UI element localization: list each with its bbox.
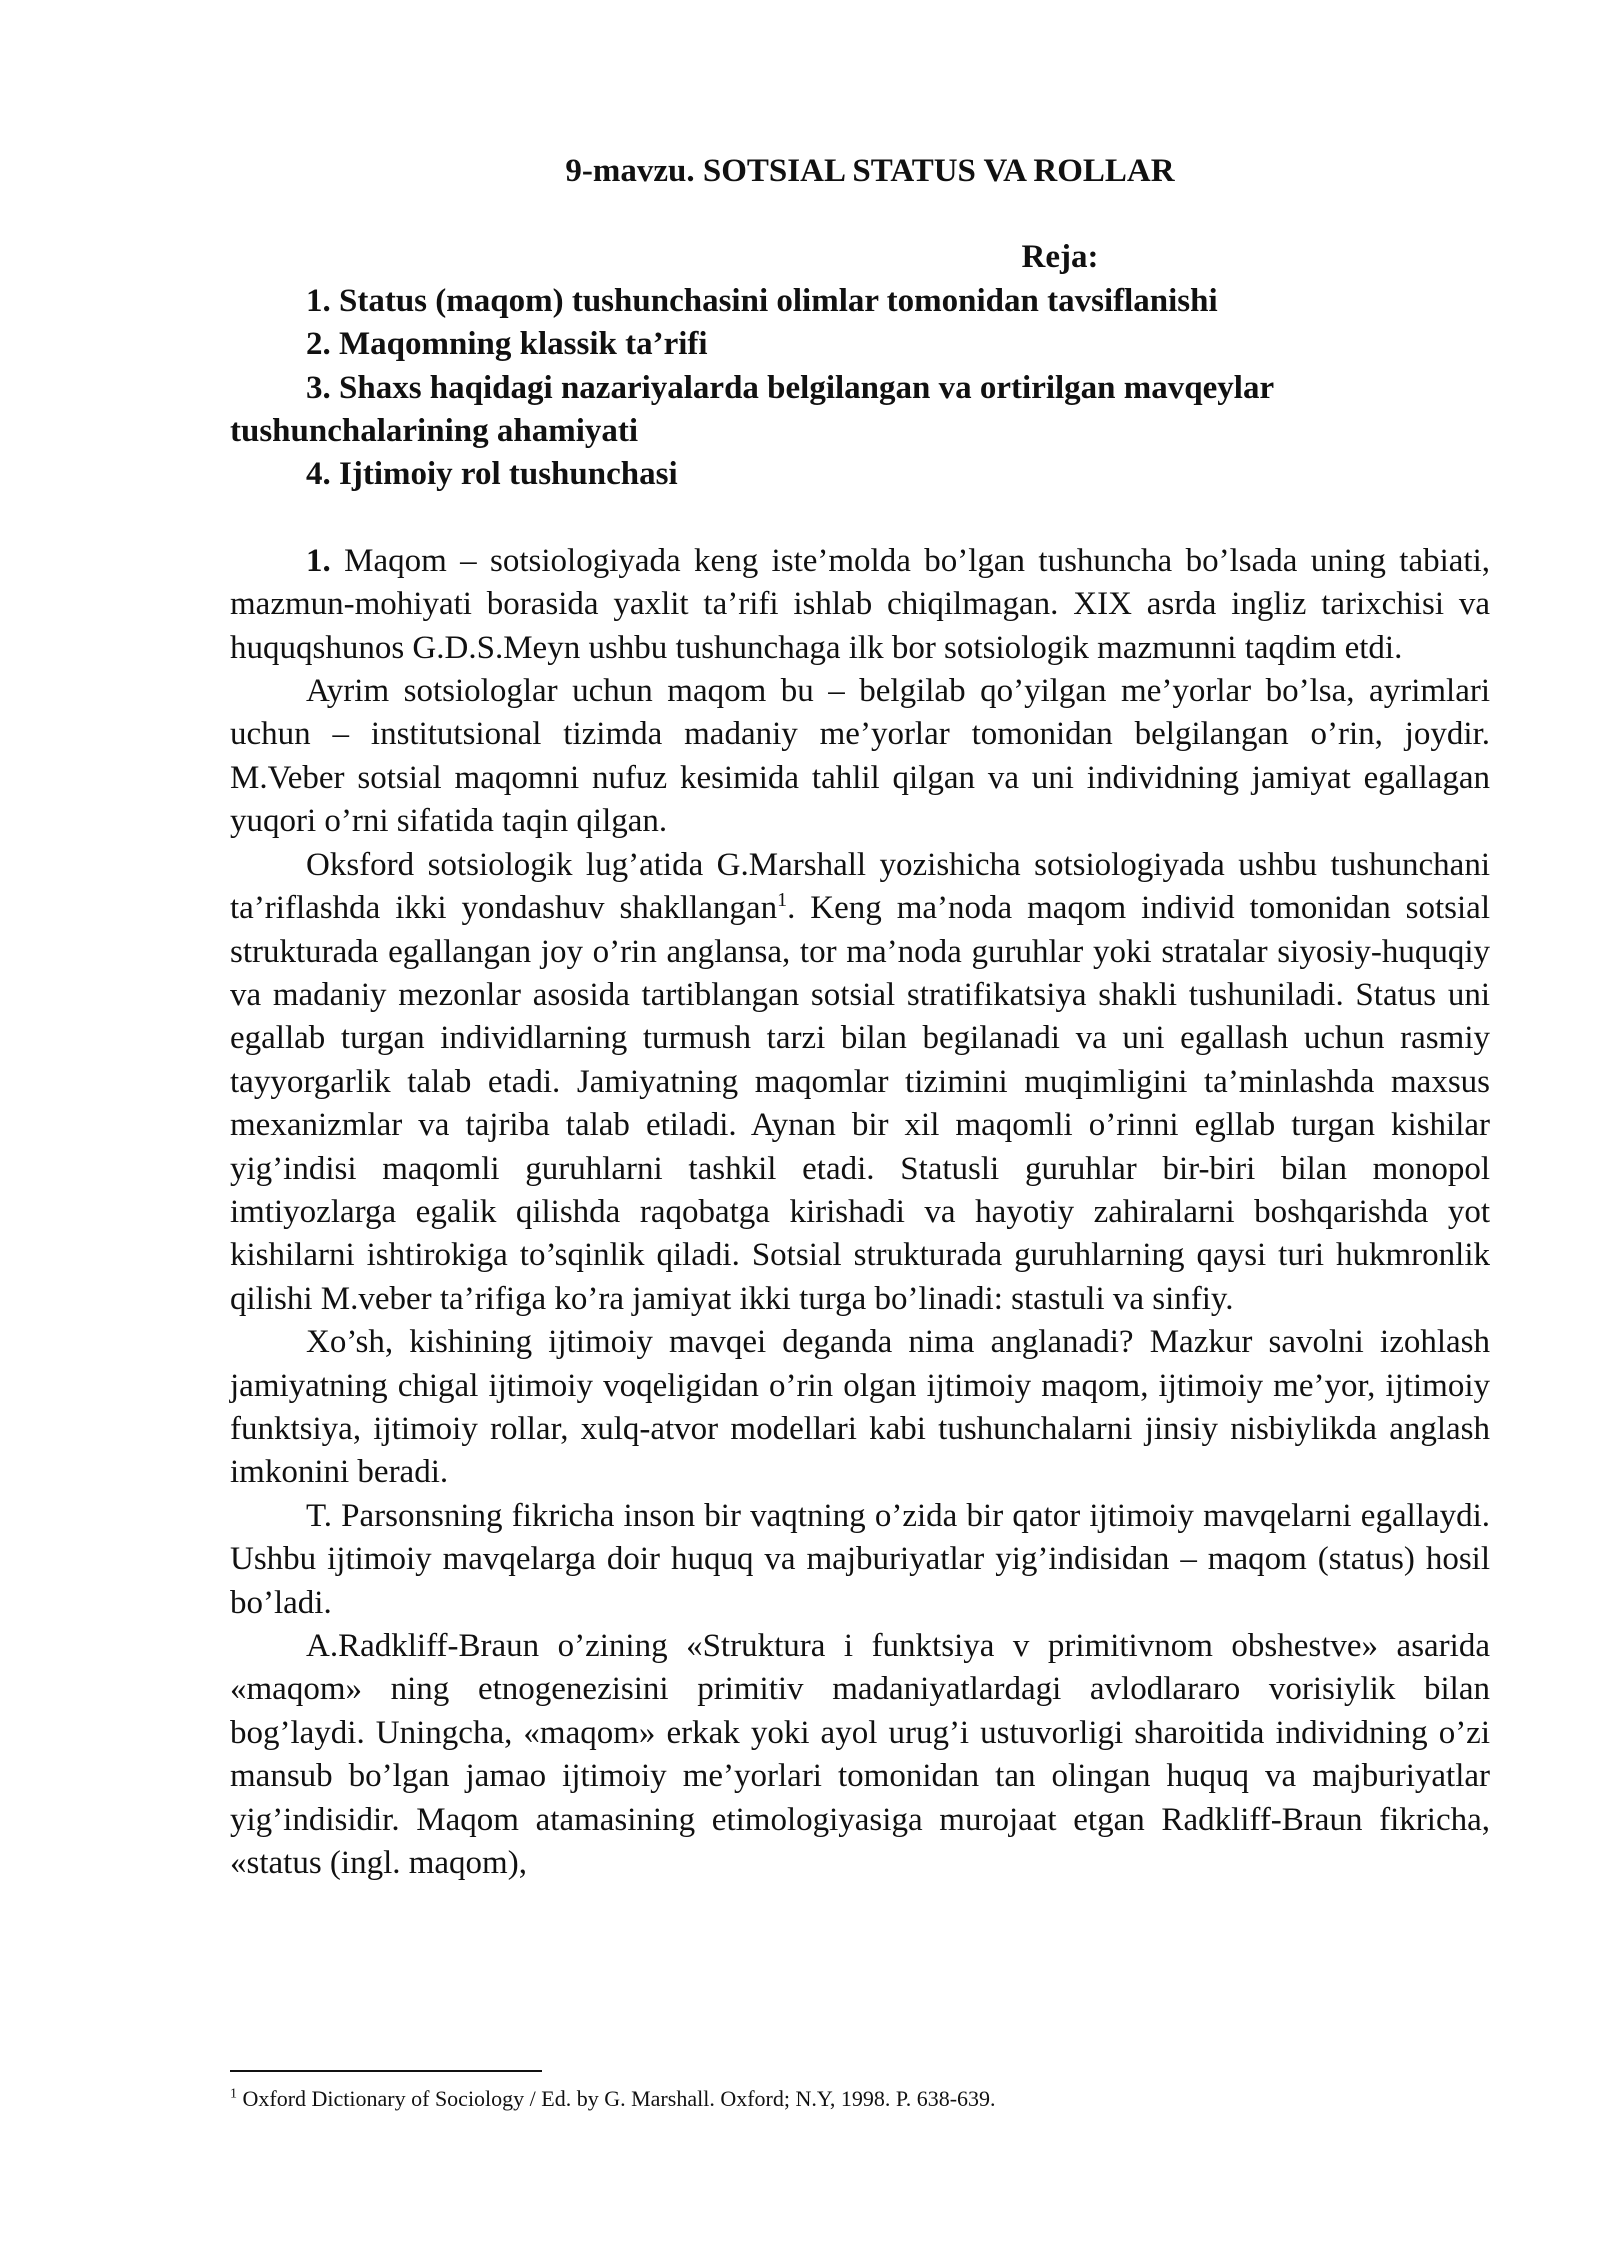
paragraph-3 (230, 844, 1490, 1321)
paragraph-5: T. Parsonsning fikricha inson bir vaqtning o’zida bir qator ijtimoiy mavqelarni egallaydi. Ushbu ijtimoiy mavqelarga doir huquq va majburiyatlar yig’indisidan – maqom (status) hosil bo’ladi. (230, 1497, 1490, 1621)
paragraph-1-number: 1. (306, 542, 331, 579)
footnote-text: Oxford Dictionary of Sociology / Ed. by G. Marshall. Oxford; N.Y, 1998. P. 638-639. (237, 2086, 996, 2111)
plan-heading (230, 236, 1490, 279)
page-title-text: 9-mavzu. SOTSIAL STATUS VA ROLLAR (565, 153, 1175, 189)
plan-list (230, 280, 1490, 497)
section-spacer (230, 497, 1490, 540)
footnote-marker: 1 (230, 2086, 237, 2102)
footnote (230, 2084, 1490, 2114)
footnote-divider (230, 2070, 542, 2072)
plan-item-2: 2. Maqomning klassik ta’rifi (306, 326, 708, 363)
plan-item-3: 3. Shaxs haqidagi nazariyalarda belgilangan va ortirilgan mavqeylar tushunchalarining ahamiyati (230, 369, 1274, 450)
paragraph-6: A.Radkliff-Braun o’zining «Struktura i funktsiya v primitivnom obshestve» asarida «maqom» ning etnogenezisini primitiv madaniyatlardagi avlodlararo vorisiylik bilan bog’laydi. Uningcha, «maqom» erkak yoki ayol urug’i ustuvorligi sharoitida individning o’zi mansub bo’lgan jamao ijtimoiy me’yorlari tomonidan tan olingan huquq va majburiyatlar yig’indisidir. Maqom atamasining etimologiyasiga murojaat etgan Radkliff-Braun fikricha, «status (ingl. maqom), (230, 1628, 1490, 1882)
paragraph-4: Xo’sh, kishining ijtimoiy mavqei deganda nima anglanadi? Mazkur savolni izohlash jamiyatning chigal ijtimoiy voqeligidan o’rin olgan ijtimoiy maqom, ijtimoiy me’yor, ijtimoiy funktsiya, ijtimoiy rollar, xulq-atvor modellari kabi tushunchalarni jinsiy nisbiylikda anglash imkonini beradi. (230, 1324, 1490, 1491)
paragraph-2: Ayrim sotsiologlar uchun maqom bu – belgilab qo’yilgan me’yorlar bo’lsa, ayrimlari uchun – institutsional tizimda madaniy me’yorlar tomonidan belgilangan o’rin, joydir. M.Veber sotsial maqomni nufuz kesimida tahlil qilgan va uni individning jamiyat egallagan yuqori o’rni sifatida taqin qilgan. (230, 673, 1490, 840)
plan-item-1: 1. Status (maqom) tushunchasini olimlar tomonidan tavsiflanishi (306, 282, 1218, 319)
footnote-reference: 1 (777, 889, 788, 912)
paragraph-1 (230, 540, 1490, 670)
paragraph-1-text: Maqom – sotsiologiyada keng iste’molda bo’lgan tushuncha bo’lsada uning tabiati, mazmun-mohiyati borasida yaxlit ta’rifi ishlab chiqilmagan. XIX asrda ingliz tarixchisi va huquqshunos G.D.S.Meyn ushbu tushunchaga ilk bor sotsiologik mazmunni taqdim etdi. (230, 542, 1490, 666)
paragraph-3-text-b: . Keng ma’noda maqom individ tomonidan sotsial strukturada egallangan joy o’rin anglansa, tor ma’noda guruhlar yoki stratalar siyosiy-huquqiy va madaniy mezonlar asosida tartiblangan sotsial stratifikatsiya shakli tushuniladi. Status uni egallab turgan individlarning turmush tarzi bilan begilanadi va uni egallash uchun rasmiy tayyorgarlik talab etadi. Jamiyatning maqomlar tizimini muqimligini ta’minlashda maxsus mexanizmlar va tajriba talab etiladi. Aynan bir xil maqomli o’rinni egllab turgan kishilar yig’indisi maqomli guruhlarni tashkil etadi. Statusli guruhlar bir-biri bilan monopol imtiyozlarga egalik qilishda raqobatga kirishadi va hayotiy zahiralarni boshqarishda yot kishilarni ishtirokiga to’sqinlik qiladi. Sotsial strukturada guruhlarning qaysi turi hukmronlik qilishi M.veber ta’rifiga ko’ra jamiyat ikki turga bo’linadi: stastuli va sinfiy. (230, 890, 1490, 1317)
paragraph-3-text-a: Oksford sotsiologik lug’atida G.Marshall yozishicha sotsiologiyada ushbu tushunchani ta’riflashda ikki yondashuv shakllangan (230, 846, 1490, 927)
plan-heading-text: Reja: (1021, 239, 1099, 276)
document-page (230, 150, 1490, 1885)
plan-item-4: 4. Ijtimoiy rol tushunchasi (306, 456, 678, 493)
page-title (230, 150, 1490, 193)
